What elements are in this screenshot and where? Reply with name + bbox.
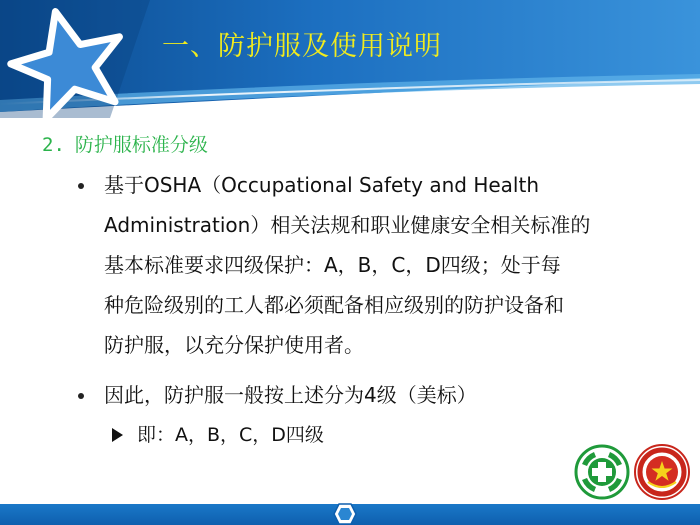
section-heading-text: 防护服标准分级 [74, 134, 208, 156]
bullet-paragraph-2 [104, 375, 664, 415]
emblem-seal-logo [634, 444, 690, 500]
bullet-1-line-1: 基于OSHA（Occupational Safety and Health [104, 173, 539, 197]
bullet-1-line-4: 种危险级别的工人都必须配备相应级别的防护设备和 [104, 293, 564, 317]
section-heading [42, 130, 208, 157]
arrow-right-icon [112, 428, 123, 442]
sub-item-text: 即：A，B，C，D四级 [137, 424, 324, 446]
bullet-1-line-5: 防护服，以充分保护使用者。 [104, 333, 364, 357]
bullet-2-line-1: 因此，防护服一般按上述分为4级（美标） [104, 383, 477, 407]
bullet-1-line-2: Administration）相关法规和职业健康安全相关标准的 [104, 213, 591, 237]
bullet-1-line-3: 基本标准要求四级保护：A，B，C，D四级；处于每 [104, 253, 561, 277]
hexagon-icon [333, 503, 357, 525]
safety-cross-logo [574, 444, 630, 500]
bullet-dot [78, 183, 84, 189]
section-number: 2. [42, 134, 65, 156]
slide-title: 一、防护服及使用说明 [162, 31, 442, 62]
bullet-paragraph-1 [104, 165, 664, 365]
sub-item [112, 420, 324, 447]
bullet-dot [78, 393, 84, 399]
